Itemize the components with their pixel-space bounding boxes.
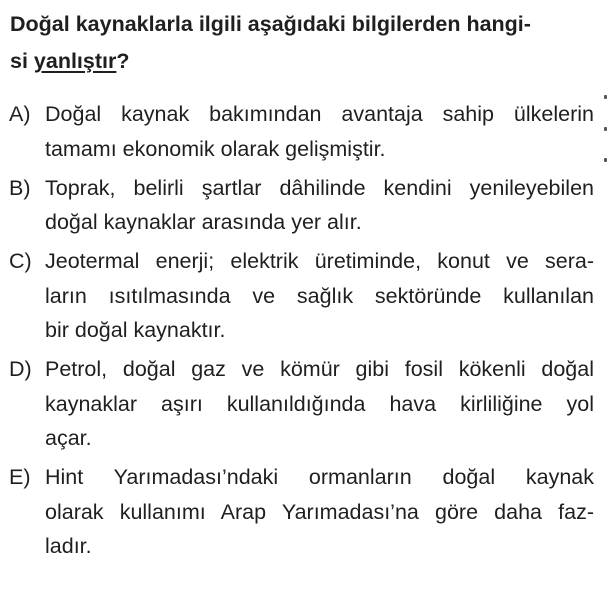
option-text-line: bir doğal kaynaktır. (45, 318, 226, 342)
option-text-line: Toprak, belirli şartlar dâhilinde kendini yenileyebilen (45, 175, 594, 200)
option-text-line: Jeotermal enerji; elektrik üretiminde, konut ve sera- (45, 249, 594, 273)
question-keyword-underlined: yanlıştır (33, 49, 117, 73)
option-e[interactable] (9, 460, 594, 564)
option-letter: E) (9, 465, 31, 489)
question-line-2 (10, 43, 596, 80)
option-text-line: kaynaklar aşırı kullanıldığında hava kirliliğine yol (45, 391, 594, 416)
option-d[interactable] (9, 352, 594, 456)
page-edge-mark (604, 95, 607, 99)
option-letter: D) (9, 357, 32, 381)
option-text-line: doğal kaynaklar arasında yer alır. (45, 210, 362, 234)
option-c[interactable] (9, 244, 594, 348)
option-a[interactable] (9, 97, 594, 166)
option-text-line: tamamı ekonomik olarak gelişmiştir. (45, 136, 386, 161)
option-text-line: olarak kullanımı Arap Yarımadası’na göre daha faz- (45, 499, 594, 524)
question-mark: ? (116, 49, 130, 73)
question-line-2-prefix: si (10, 49, 34, 73)
page-edge-mark (604, 127, 607, 131)
question-line-1: Doğal kaynaklarla ilgili aşağıdaki bilgilerden hangi- (10, 12, 531, 36)
option-letter: C) (9, 249, 32, 273)
option-letter: B) (9, 175, 31, 200)
question-stem (10, 6, 596, 80)
option-text-line: Doğal kaynak bakımından avantaja sahip ülkelerin (45, 102, 594, 126)
page-edge-mark (604, 158, 607, 162)
answer-options (9, 97, 594, 568)
option-text-line: Petrol, doğal gaz ve kömür gibi fosil kökenli doğal (45, 357, 594, 381)
option-text-line: ların ısıtılmasında ve sağlık sektöründe kullanılan (45, 283, 594, 308)
option-b[interactable] (9, 171, 594, 240)
option-letter: A) (9, 102, 31, 126)
option-text-line: ladır. (45, 534, 92, 558)
option-text-line: açar. (45, 426, 92, 450)
option-text-line: Hint Yarımadası’ndaki ormanların doğal kaynak (45, 465, 594, 489)
